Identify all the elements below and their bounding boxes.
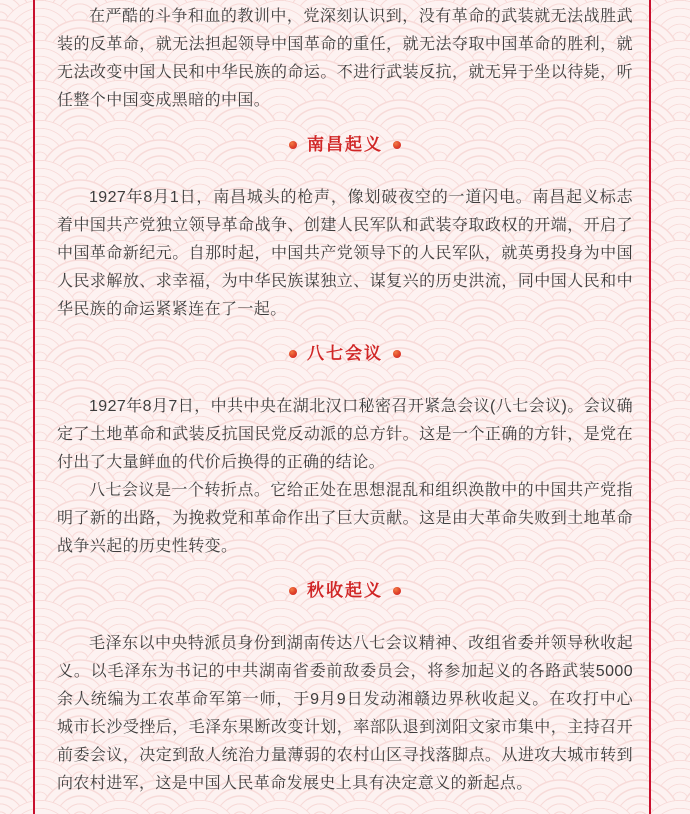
section-heading <box>57 340 633 368</box>
heading-dot-icon <box>393 141 401 149</box>
heading-dot-icon <box>289 350 297 358</box>
body-paragraph: 毛泽东以中央特派员身份到湖南传达八七会议精神、改组省委并领导秋收起义。以毛泽东为书记的中共湖南省委前敌委员会，将参加起义的各路武装5000余人统编为工农革命军第一师，于9月9日发动湘赣边界秋收起义。在攻打中心城市长沙受挫后，毛泽东果断改变计划，率部队退到浏阳文家市集中，主持召开前委会议，决定到敌人统治力量薄弱的农村山区寻找落脚点。从进攻大城市转到向农村进军，这是中国人民革命发展史上具有决定意义的新起点。 <box>57 635 633 792</box>
section-heading <box>57 577 633 605</box>
heading-dot-icon <box>289 141 297 149</box>
section-heading-label: 南昌起义 <box>307 135 383 154</box>
body-paragraph: 八七会议是一个转折点。它给正处在思想混乱和组织涣散中的中国共产党指明了新的出路，为挽救党和革命作出了巨大贡献。这是由大革命失败到土地革命战争兴起的历史性转变。 <box>57 482 633 555</box>
body-paragraph: 在严酷的斗争和血的教训中，党深刻认识到，没有革命的武装就无法战胜武装的反革命，就无法担起领导中国革命的重任，就无法夺取中国革命的胜利，就无法改变中国人民和中华民族的命运。不进行武装反抗，就无异于坐以待毙，听任整个中国变成黑暗的中国。 <box>57 8 633 109</box>
body-paragraph: 1927年8月7日，中共中央在湖北汉口秘密召开紧急会议(八七会议)。会议确定了土地革命和武装反抗国民党反动派的总方针。这是一个正确的方针，是党在付出了大量鲜血的代价后换得的正确的结论。 <box>57 398 633 471</box>
heading-dot-icon <box>289 587 297 595</box>
body-paragraph: 1927年8月1日，南昌城头的枪声，像划破夜空的一道闪电。南昌起义标志着中国共产党独立领导革命战争、创建人民军队和武装夺取政权的开端，开启了中国革命新纪元。自那时起，中国共产党领导下的人民军队，就英勇投身为中国人民求解放、求幸福，为中华民族谋独立、谋复兴的历史洪流，同中国人民和中华民族的命运紧紧连在了一起。 <box>57 189 633 318</box>
section-heading <box>57 131 633 159</box>
section-heading-label: 八七会议 <box>307 344 383 363</box>
section-heading-label: 秋收起义 <box>307 581 383 600</box>
heading-dot-icon <box>393 350 401 358</box>
right-border-line <box>649 0 651 814</box>
article-content <box>57 3 633 798</box>
heading-dot-icon <box>393 587 401 595</box>
left-border-line <box>33 0 35 814</box>
